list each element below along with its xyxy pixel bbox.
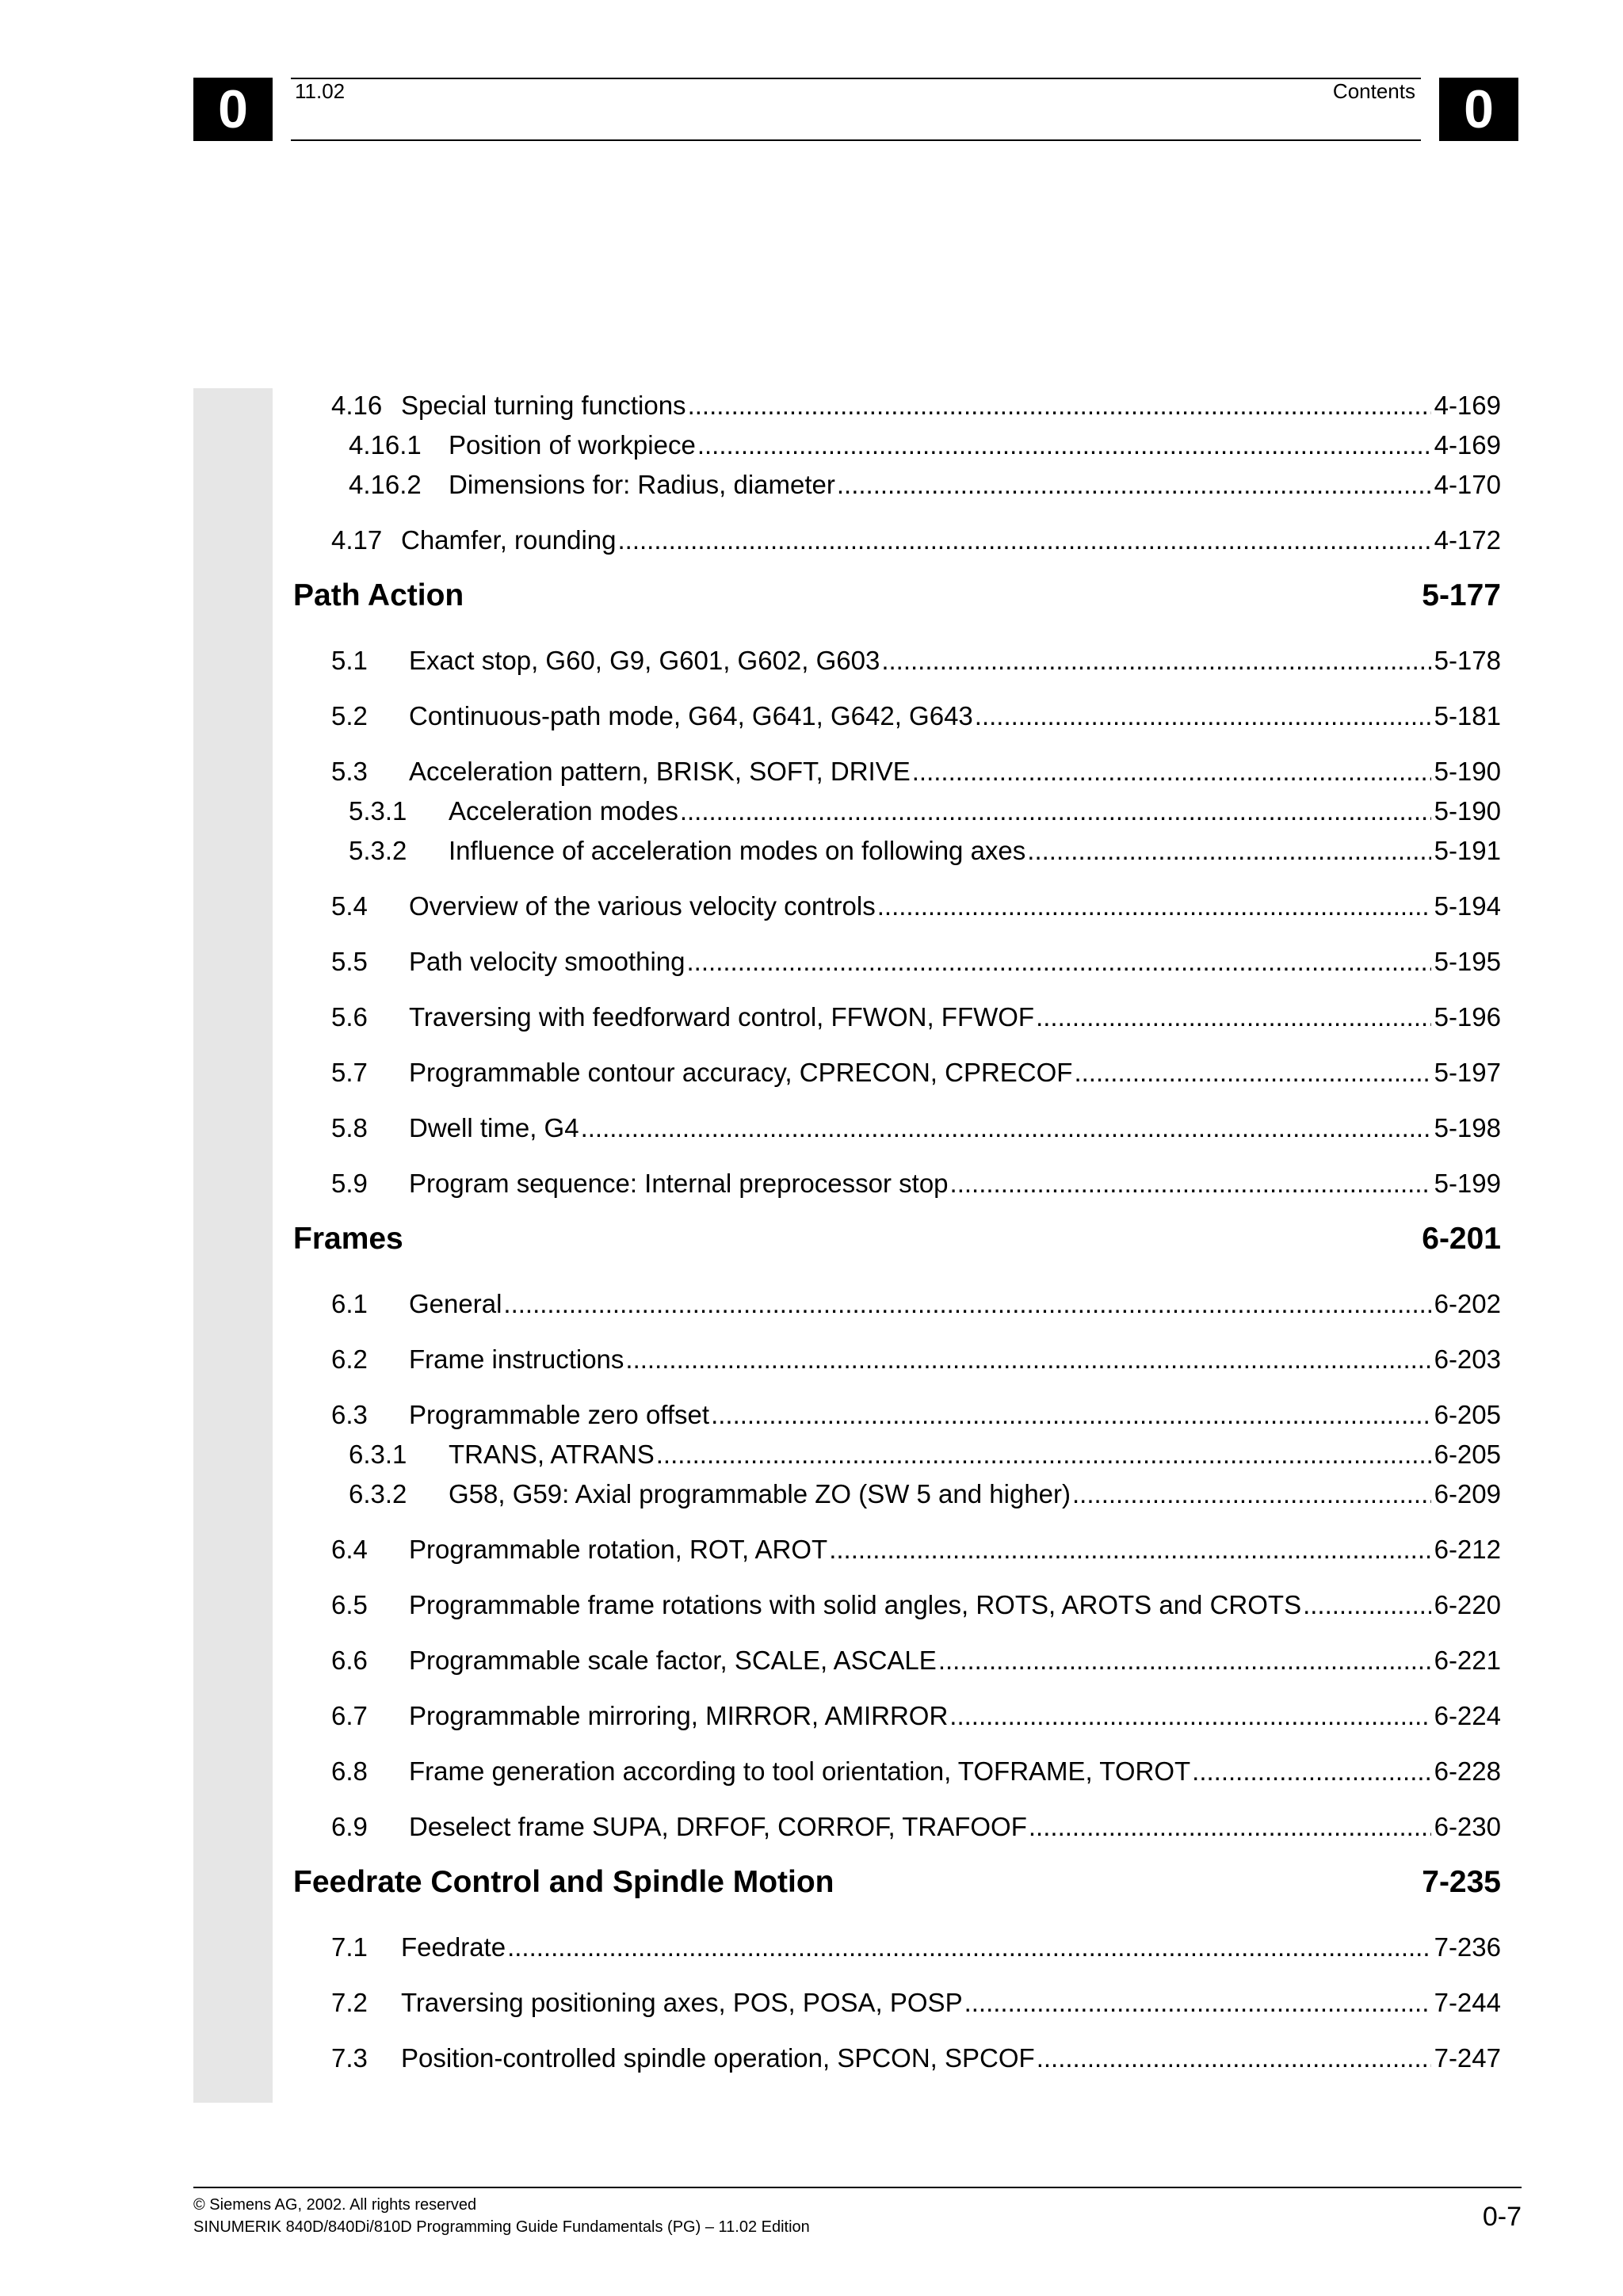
toc-chapter-page: 6-201 <box>1422 1222 1501 1256</box>
toc-entry-title: Programmable scale factor, SCALE, ASCALE <box>409 1646 937 1675</box>
toc-entry <box>293 699 1501 734</box>
toc-entry-title: Program sequence: Internal preprocessor stop <box>409 1169 949 1198</box>
toc-entry-number: 4.17 <box>331 525 383 555</box>
toc-entry-page: 6-203 <box>1434 1344 1501 1374</box>
toc-entry <box>293 1000 1501 1035</box>
toc-entry-number: 6.8 <box>331 1756 368 1786</box>
toc-chapter-title: Path Action <box>293 578 464 612</box>
toc-entry <box>293 1588 1501 1623</box>
toc-entry <box>293 754 1501 789</box>
toc-entry-page: 4-172 <box>1434 525 1501 555</box>
toc-entry-title: Traversing with feedforward control, FFWON, FFWOF <box>409 1002 1035 1032</box>
toc-entry-page: 5-190 <box>1434 757 1501 786</box>
toc-entry <box>293 1477 1501 1512</box>
toc-chapter-page: 7-235 <box>1422 1865 1501 1899</box>
toc-entry-title: Frame instructions <box>409 1344 624 1374</box>
toc-entry-page: 5-194 <box>1434 891 1501 921</box>
toc-entry <box>293 523 1501 558</box>
toc-entry <box>293 643 1501 678</box>
toc-entry-number: 6.3 <box>331 1400 368 1429</box>
toc-leader-dots <box>1192 1754 1430 1789</box>
toc-entry-page: 5-178 <box>1434 646 1501 675</box>
toc-entry-page: 5-199 <box>1434 1169 1501 1198</box>
toc-entry-page: 6-221 <box>1434 1646 1501 1675</box>
toc-entry <box>293 428 1501 463</box>
toc-entry-number: 6.3.2 <box>349 1479 407 1508</box>
footer-rule <box>193 2187 1522 2188</box>
toc-leader-dots <box>1074 1055 1430 1090</box>
toc-entry-title: G58, G59: Axial programmable ZO (SW 5 and higher) <box>449 1479 1071 1508</box>
toc-entry-title: Feedrate <box>401 1932 506 1962</box>
toc-entry-number: 6.6 <box>331 1646 368 1675</box>
toc-entry-number: 5.1 <box>331 646 368 675</box>
toc-entry-title: Chamfer, rounding <box>401 525 617 555</box>
toc-entry <box>293 1930 1501 1965</box>
toc-leader-dots <box>829 1532 1430 1567</box>
footer-document-title: SINUMERIK 840D/840Di/810D Programming Guide Fundamentals (PG) – 11.02 Edition <box>193 2218 810 2236</box>
toc-entry-title: Dwell time, G4 <box>409 1113 579 1142</box>
toc-entry-title: Traversing positioning axes, POS, POSA, POSP <box>401 1988 963 2017</box>
toc-entry-title: Frame generation according to tool orientation, TOFRAME, TOROT <box>409 1756 1191 1786</box>
toc-entry-number: 5.2 <box>331 701 368 730</box>
toc-chapter-title: Feedrate Control and Spindle Motion <box>293 1865 834 1899</box>
toc-leader-dots <box>1036 1000 1431 1035</box>
toc-leader-dots <box>1037 2041 1431 2076</box>
toc-entry <box>293 833 1501 868</box>
toc-leader-dots <box>877 889 1431 924</box>
footer-copyright: © Siemens AG, 2002. All rights reserved <box>193 2196 477 2214</box>
toc-entry-page: 7-236 <box>1434 1932 1501 1962</box>
toc-leader-dots <box>1072 1477 1431 1512</box>
toc-entry-page: 7-247 <box>1434 2043 1501 2073</box>
toc-entry-title: Programmable mirroring, MIRROR, AMIRROR <box>409 1701 949 1730</box>
toc-entry-page: 4-170 <box>1434 470 1501 499</box>
toc-entry-title: Programmable frame rotations with solid angles, ROTS, AROTS and CROTS <box>409 1590 1302 1619</box>
toc-entry-page: 5-195 <box>1434 947 1501 976</box>
toc-leader-dots <box>711 1398 1431 1432</box>
toc-entry-page: 4-169 <box>1434 430 1501 460</box>
toc-entry <box>293 1532 1501 1567</box>
toc-chapter <box>293 1863 1501 1902</box>
toc-entry-number: 6.1 <box>331 1289 368 1318</box>
toc-chapter-page: 5-177 <box>1422 578 1501 612</box>
toc-entry-page: 6-224 <box>1434 1701 1501 1730</box>
toc-entry-title: Continuous-path mode, G64, G641, G642, G643 <box>409 701 973 730</box>
toc-leader-dots <box>912 754 1431 789</box>
toc-entry-number: 6.2 <box>331 1344 368 1374</box>
toc-entry-number: 5.9 <box>331 1169 368 1198</box>
toc-entry-page: 5-181 <box>1434 701 1501 730</box>
toc-entry-title: Influence of acceleration modes on following axes <box>449 836 1026 865</box>
toc-entry-number: 6.7 <box>331 1701 368 1730</box>
toc-leader-dots <box>581 1111 1431 1146</box>
toc-entry-title: General <box>409 1289 502 1318</box>
toc-entry <box>293 1166 1501 1201</box>
toc-entry-page: 6-205 <box>1434 1400 1501 1429</box>
toc-entry-page: 6-209 <box>1434 1479 1501 1508</box>
chapter-marker-right: 0 <box>1439 78 1518 141</box>
toc-entry-page: 4-169 <box>1434 391 1501 420</box>
toc-entry-number: 6.4 <box>331 1535 368 1564</box>
toc-leader-dots <box>975 699 1431 734</box>
toc-entry <box>293 2041 1501 2076</box>
toc-entry-title: Exact stop, G60, G9, G601, G602, G603 <box>409 646 880 675</box>
margin-bar <box>193 388 273 2103</box>
toc-entry-page: 5-198 <box>1434 1113 1501 1142</box>
header-title: Contents <box>1332 79 1415 103</box>
toc-entry-number: 7.2 <box>331 1988 368 2017</box>
toc-entry <box>293 1398 1501 1432</box>
toc-chapter-title: Frames <box>293 1222 403 1256</box>
header-date: 11.02 <box>295 79 346 103</box>
toc-entry <box>293 1055 1501 1090</box>
toc-entry <box>293 1643 1501 1678</box>
toc-entry-page: 6-205 <box>1434 1440 1501 1469</box>
toc-leader-dots <box>1027 833 1430 868</box>
toc-entry-number: 4.16.1 <box>349 430 422 460</box>
toc-entry-number: 5.3.1 <box>349 796 407 826</box>
toc-leader-dots <box>618 523 1431 558</box>
toc-entry-title: Position-controlled spindle operation, SPCON, SPCOF <box>401 2043 1035 2073</box>
toc-leader-dots <box>503 1287 1430 1322</box>
toc-entry-title: Programmable contour accuracy, CPRECON, CPRECOF <box>409 1058 1073 1087</box>
toc-entry-number: 6.9 <box>331 1812 368 1841</box>
toc-entry <box>293 1437 1501 1472</box>
toc-leader-dots <box>625 1342 1430 1377</box>
toc-entry-title: Acceleration modes <box>449 796 678 826</box>
toc-entry-page: 5-197 <box>1434 1058 1501 1087</box>
toc-entry-page: 5-190 <box>1434 796 1501 826</box>
toc-entry-title: Programmable rotation, ROT, AROT <box>409 1535 828 1564</box>
toc-entry-title: Overview of the various velocity controls <box>409 891 876 921</box>
toc-entry-number: 5.5 <box>331 947 368 976</box>
toc-entry-title: Position of workpiece <box>449 430 696 460</box>
toc-chapter <box>293 576 1501 616</box>
toc-entry-number: 5.3 <box>331 757 368 786</box>
toc-entry-title: Programmable zero offset <box>409 1400 710 1429</box>
toc-entry-number: 7.3 <box>331 2043 368 2073</box>
toc-entry-number: 4.16.2 <box>349 470 422 499</box>
toc-entry-number: 4.16 <box>331 391 383 420</box>
toc-leader-dots <box>688 388 1431 423</box>
toc-entry-page: 6-212 <box>1434 1535 1501 1564</box>
toc-entry-title: TRANS, ATRANS <box>449 1440 655 1469</box>
toc-entry <box>293 1810 1501 1844</box>
toc-entry-page: 6-228 <box>1434 1756 1501 1786</box>
header-rule-top <box>291 78 1421 79</box>
toc-entry-title: Dimensions for: Radius, diameter <box>449 470 835 499</box>
toc-leader-dots <box>964 1985 1431 2020</box>
toc-leader-dots <box>507 1930 1431 1965</box>
toc-entry <box>293 1287 1501 1322</box>
toc-leader-dots <box>680 794 1431 829</box>
toc-leader-dots <box>950 1166 1431 1201</box>
toc-entry <box>293 1111 1501 1146</box>
header-rule-bottom <box>291 139 1421 141</box>
toc-entry-page: 7-244 <box>1434 1988 1501 2017</box>
toc-entry-number: 6.5 <box>331 1590 368 1619</box>
toc-entry-page: 6-220 <box>1434 1590 1501 1619</box>
toc-entry-title: Deselect frame SUPA, DRFOF, CORROF, TRAFOOF <box>409 1812 1027 1841</box>
toc-leader-dots <box>949 1699 1430 1733</box>
toc-leader-dots <box>656 1437 1431 1472</box>
toc-leader-dots <box>1303 1588 1431 1623</box>
toc-entry <box>293 889 1501 924</box>
toc-entry-number: 5.6 <box>331 1002 368 1032</box>
toc-entry-number: 7.1 <box>331 1932 368 1962</box>
toc-entry-number: 5.7 <box>331 1058 368 1087</box>
toc-entry-page: 6-230 <box>1434 1812 1501 1841</box>
toc-entry-number: 5.3.2 <box>349 836 407 865</box>
toc-entry <box>293 1754 1501 1789</box>
toc-entry-page: 5-191 <box>1434 836 1501 865</box>
toc-entry <box>293 1985 1501 2020</box>
toc-entry-number: 6.3.1 <box>349 1440 407 1469</box>
toc-entry-number: 5.8 <box>331 1113 368 1142</box>
toc-entry <box>293 467 1501 502</box>
toc-leader-dots <box>1029 1810 1431 1844</box>
toc-leader-dots <box>837 467 1431 502</box>
toc-entry <box>293 1342 1501 1377</box>
toc-chapter <box>293 1219 1501 1259</box>
toc-entry-number: 5.4 <box>331 891 368 921</box>
toc-leader-dots <box>697 428 1431 463</box>
toc-entry-title: Path velocity smoothing <box>409 947 685 976</box>
toc-entry-title: Special turning functions <box>401 391 686 420</box>
toc-leader-dots <box>938 1643 1431 1678</box>
toc-entry <box>293 1699 1501 1733</box>
toc-entry-title: Acceleration pattern, BRISK, SOFT, DRIVE <box>409 757 911 786</box>
toc-entry <box>293 388 1501 423</box>
toc-leader-dots <box>881 643 1430 678</box>
toc-entry-page: 5-196 <box>1434 1002 1501 1032</box>
chapter-marker-left: 0 <box>193 78 273 141</box>
page-number: 0-7 <box>1482 2202 1522 2232</box>
toc-entry <box>293 944 1501 979</box>
toc-entry-page: 6-202 <box>1434 1289 1501 1318</box>
toc-leader-dots <box>687 944 1431 979</box>
toc-entry <box>293 794 1501 829</box>
